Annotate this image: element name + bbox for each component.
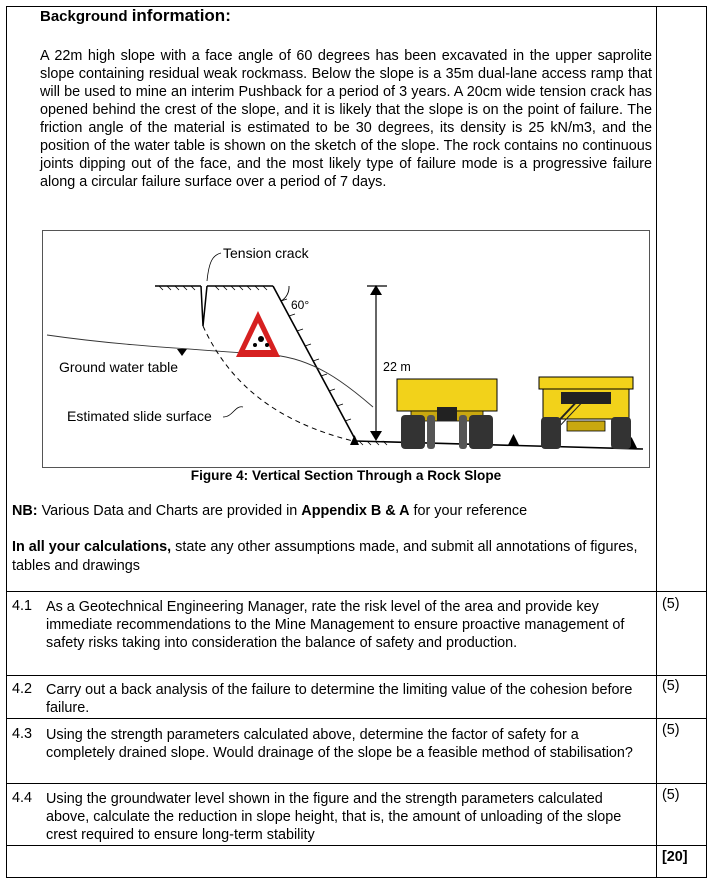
marks-column-divider [656, 6, 657, 878]
row-divider-q44 [6, 783, 707, 784]
row-divider-q43 [6, 718, 707, 719]
nb-note [12, 503, 527, 519]
nb-prefix: NB: [12, 503, 38, 519]
slide-surface-label: Estimated slide surface [67, 408, 212, 424]
question-text: Using the strength parameters calculated above, determine the factor of safety for a completely drained slope. Would drainage of the slope be a feasible method of stabilisation? [46, 727, 633, 761]
background-heading [40, 6, 231, 26]
calculations-instruction [12, 538, 642, 576]
question-number: 4.1 [12, 598, 33, 614]
question-text: Using the groundwater level shown in the figure and the strength parameters calculated above, calculate the reduction in slope height, that is, the amount of unloading of the slope crest required to ensure long-term stability [46, 791, 622, 843]
tension-crack-shape [201, 286, 207, 326]
question-number: 4.3 [12, 726, 33, 742]
table-border-left [6, 6, 7, 878]
haul-road-line [355, 441, 643, 449]
cone-marker-2 [508, 434, 519, 445]
figure-caption: Figure 4: Vertical Section Through a Rock Slope [190, 468, 502, 483]
question-text: As a Geotechnical Engineering Manager, rate the risk level of the area and provide key immediate recommendations to the Mine Management to ensure proactive management of safety risks taking into consideration the balance of safety and production. [46, 599, 625, 651]
tension-crack-leader [207, 253, 221, 281]
calculations-rest: state any other assumptions made, and submit all annotations of figures, tables and drawings [12, 539, 638, 574]
height-arrow-bottom [370, 431, 382, 441]
row-divider-q41 [6, 591, 707, 592]
row-divider-q42 [6, 675, 707, 676]
slope-face-line [273, 286, 355, 439]
nb-text-a: Various Data and Charts are provided in [37, 503, 302, 519]
table-border-right [706, 6, 707, 878]
calculations-bold: In all your calculations, [12, 539, 172, 555]
cone-marker-1 [350, 435, 359, 445]
slope-section-diagram [43, 231, 649, 467]
slide-surface-leader [223, 407, 243, 417]
heading-colon: : [225, 6, 231, 25]
background-paragraph: A 22m high slope with a face angle of 60 degrees has been excavated in the upper saprolite slope containing residual weak rockmass. Below the slope is a 35m dual-lane access ramp that will be used to mine an interim Pushback for a period of 3 years. A 20cm wide tension crack has opened behind the crest of the slope, and it is likely that the slope is on the point of failure. The friction angle of the material is estimated to be 30 degrees, its density is 25 kN/m3, and the position of the water table is shown on the sketch of the slope. The rock contains no continuous joints dipping out of the face, and the most likely type of failure mode is a progressive failure along a circular failure surface over a period of 7 days. [40, 48, 652, 190]
tension-crack-label: Tension crack [223, 245, 309, 261]
table-border-bottom [6, 877, 707, 878]
nb-text-b: for your reference [409, 503, 528, 519]
water-table-marker [177, 349, 187, 356]
angle-arc [281, 286, 289, 301]
angle-label: 60° [291, 298, 310, 312]
row-divider-total [6, 845, 707, 846]
heading-word-background: Background [40, 8, 128, 25]
question-number: 4.4 [12, 790, 33, 806]
slope-face-hatching [281, 299, 351, 421]
slide-surface-curve [203, 326, 353, 441]
heading-word-information: information [131, 6, 226, 25]
question-marks: (5) [662, 596, 680, 612]
question-marks: (5) [662, 678, 680, 694]
nb-appendix-ref: Appendix B & A [301, 503, 410, 519]
height-label: 22 m [383, 360, 411, 374]
slope-figure [42, 230, 650, 468]
question-text: Carry out a back analysis of the failure to determine the limiting value of the cohesion before failure. [46, 682, 633, 716]
haul-truck-rear [397, 379, 497, 449]
question-marks: (5) [662, 787, 680, 803]
question-number: 4.2 [12, 681, 33, 697]
question-marks: (5) [662, 722, 680, 738]
haul-truck-front [539, 377, 633, 449]
total-marks: [20] [662, 849, 688, 865]
groundwater-label: Ground water table [59, 359, 179, 375]
